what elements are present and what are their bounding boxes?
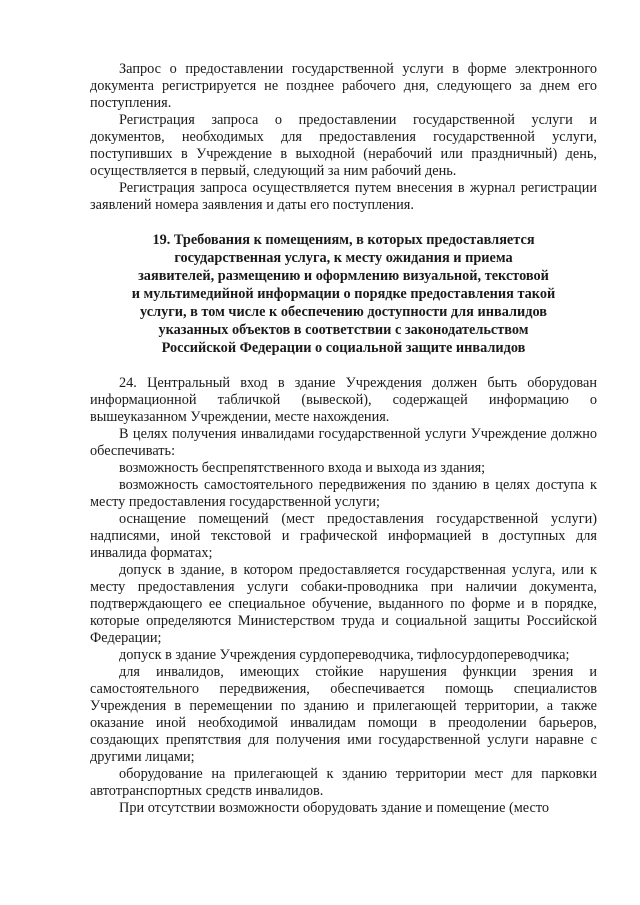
paragraph-signage: оснащение помещений (мест предоставления государственной услуги) надписями, иной текстовой и графической информацией в доступных для инвалида форматах; [90, 511, 597, 561]
paragraph-accessibility-intro: В целях получения инвалидами государственной услуги Учреждение должно обеспечивать: [90, 426, 597, 459]
paragraph-weekend-registration: Регистрация запроса о предоставлении государственной услуги и документов, необходимых для предоставления государственной услуги, поступивших в Учреждение в выходной (нерабочий или праздничный) день, осуществляется в первый, следующий за ним рабочий день. [90, 112, 597, 179]
heading-line: указанных объектов в соответствии с законодательством [158, 322, 529, 338]
paragraph-no-possibility: При отсутствии возможности оборудовать здание и помещение (место [119, 800, 550, 816]
heading-line: и мультимедийной информации о порядке предоставления такой [131, 286, 556, 302]
paragraph-journal-registration: Регистрация запроса осуществляется путем внесения в журнал регистрации заявлений номера заявления и даты его поступления. [90, 180, 597, 213]
section-heading [90, 231, 597, 357]
paragraph-entry-exit: возможность беспрепятственного входа и выхода из здания; [119, 460, 486, 476]
paragraph-electronic-request: Запрос о предоставлении государственной услуги в форме электронного документа регистрируется не позднее рабочего дня, следующего за днем его поступления. [90, 61, 597, 111]
paragraph-assistance: для инвалидов, имеющих стойкие нарушения функции зрения и самостоятельного передвижения, обеспечивается помощь специалистов Учреждения в перемещении по зданию и прилегающей территории, а также оказание иной необходимой инвалидам помощи в преодолении барьеров, создающих препятствия для получения ими государственной услуги наравне с другими лицами; [90, 664, 597, 765]
paragraph-guide-dog: допуск в здание, в котором предоставляется государственная услуга, или к месту предоставления услуги собаки-проводника при наличии документа, подтверждающего ее специальное обучение, выданного по форме и в порядке, которые определяются Министерством труда и социальной защиты Российской Федерации; [90, 562, 597, 646]
heading-line: государственная услуга, к месту ожидания и приема [174, 250, 513, 266]
paragraph-movement: возможность самостоятельного передвижения по зданию в целях доступа к месту предоставления государственной услуги; [90, 477, 597, 510]
heading-line: услуги, в том числе к обеспечению доступности для инвалидов [140, 304, 547, 320]
paragraph-item-24: 24. Центральный вход в здание Учреждения должен быть оборудован информационной табличкой (вывеской), содержащей информацию о вышеуказанном Учреждении, месте нахождения. [90, 375, 597, 425]
heading-line: заявителей, размещению и оформлению визуальной, текстовой [138, 268, 549, 284]
paragraph-interpreter: допуск в здание Учреждения сурдопереводчика, тифлосурдопереводчика; [119, 647, 570, 663]
heading-line: Российской Федерации о социальной защите инвалидов [161, 340, 526, 356]
heading-line: 19. Требования к помещениям, в которых предоставляется [152, 232, 535, 248]
paragraph-parking: оборудование на прилегающей к зданию территории мест для парковки автотранспортных средств инвалидов. [90, 766, 597, 799]
